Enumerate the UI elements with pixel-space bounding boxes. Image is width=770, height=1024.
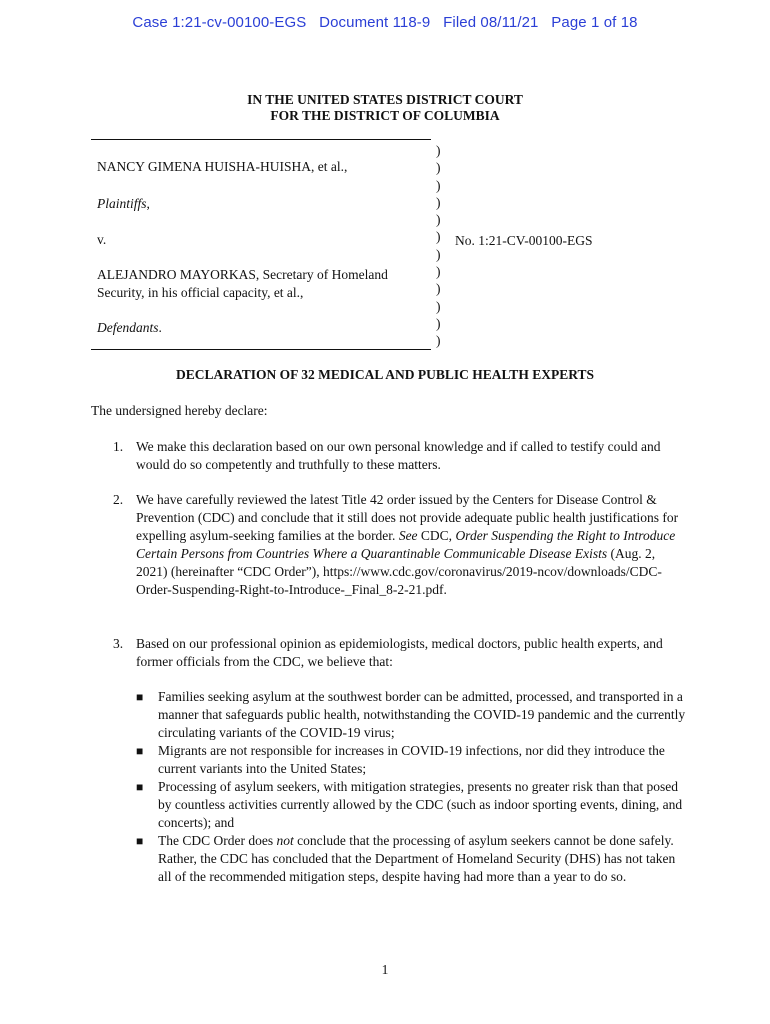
paragraph-3: Based on our professional opinion as epidemiologists, medical doctors, public health experts, and former officials from the CDC, we believe that: (136, 636, 663, 669)
case-number: No. 1:21-CV-00100-EGS (455, 233, 593, 248)
bullet-item-4: The CDC Order does not conclude that the processing of asylum seekers cannot be done safely. Rather, the CDC has concluded that the Department of Homeland Security (DHS) has not taken all of the recommended mitigation steps, despite having had more than a year to do so. (158, 833, 676, 884)
bullet-item-1: Families seeking asylum at the southwest border can be admitted, processed, and transported in a manner that safeguards public health, notwithstanding the COVID-19 pandemic and the currently circulating variants of the COVID-19 virus; (158, 689, 686, 740)
intro-line: The undersigned hereby declare: (91, 403, 268, 418)
bullet-item-2: Migrants are not responsible for increases in COVID-19 infections, nor did they introduce the current variants into the United States; (158, 743, 665, 776)
bullet-square-icon: ■ (136, 834, 144, 848)
bullet-square-icon: ■ (136, 780, 144, 794)
bullet-item-3: Processing of asylum seekers, with mitigation strategies, presents no greater risk than that posed by countless activities currently allowed by the CDC (such as indoor sporting events, dining, and concerts); and (158, 779, 683, 830)
paragraph-2: We have carefully reviewed the latest Title 42 order issued by the Centers for Disease Control & Prevention (CDC) and conclude that it still does not provide adequate public health justifications for expelling asylum-seeking families at the border. See CDC, Order Suspending the Right to Introduce Certain Persons from Countries Where a Quarantinable Communicable Disease Exists (Aug. 2, 2021) (hereinafter “CDC Order”), https://www.cdc.gov/coronavirus/2019-ncov/downloads/CDC-Order-Suspending-Right-to-Introduce-_Final_8-2-21.pdf. (136, 492, 679, 597)
paragraph-number: 3. (113, 636, 124, 651)
plaintiffs-label: Plaintiffs, (97, 196, 150, 211)
plaintiff-name: NANCY GIMENA HUISHA-HUISHA, et al., (97, 159, 348, 174)
bullet-square-icon: ■ (136, 690, 144, 704)
page-number: 1 (381, 962, 389, 977)
versus: v. (97, 232, 107, 247)
paragraph-1: We make this declaration based on our own personal knowledge and if called to testify could and would do so competently and truthfully to these matters. (136, 439, 661, 472)
defendant-name (97, 266, 388, 302)
defendants-label: Defendants. (97, 320, 162, 335)
caption-top-rule (91, 139, 431, 140)
caption-bottom-rule (91, 349, 431, 350)
defendant-line1: ALEJANDRO MAYORKAS, Secretary of Homeland (97, 267, 388, 282)
case-header-stamp: Case 1:21-cv-00100-EGS Document 118-9 Filed 08/11/21 Page 1 of 18 (132, 14, 638, 31)
defendant-line2: Security, in his official capacity, et al., (97, 285, 304, 300)
court-heading-line2: FOR THE DISTRICT OF COLUMBIA (270, 108, 500, 123)
order-title: Order Suspending the Right to Introduce Certain Persons from Countries Where a Quarantinable Communicable Disease Exists (136, 528, 676, 561)
court-heading (0, 92, 770, 124)
paragraph-number: 2. (113, 492, 124, 507)
court-heading-line1: IN THE UNITED STATES DISTRICT COURT (247, 92, 523, 107)
caption-parentheses: ) ) ) ) ) ) ) ) ) ) ) ) (436, 143, 441, 349)
declaration-title: DECLARATION OF 32 MEDICAL AND PUBLIC HEALTH EXPERTS (176, 367, 594, 382)
bullet-square-icon: ■ (136, 744, 144, 758)
paragraph-number: 1. (113, 439, 124, 454)
